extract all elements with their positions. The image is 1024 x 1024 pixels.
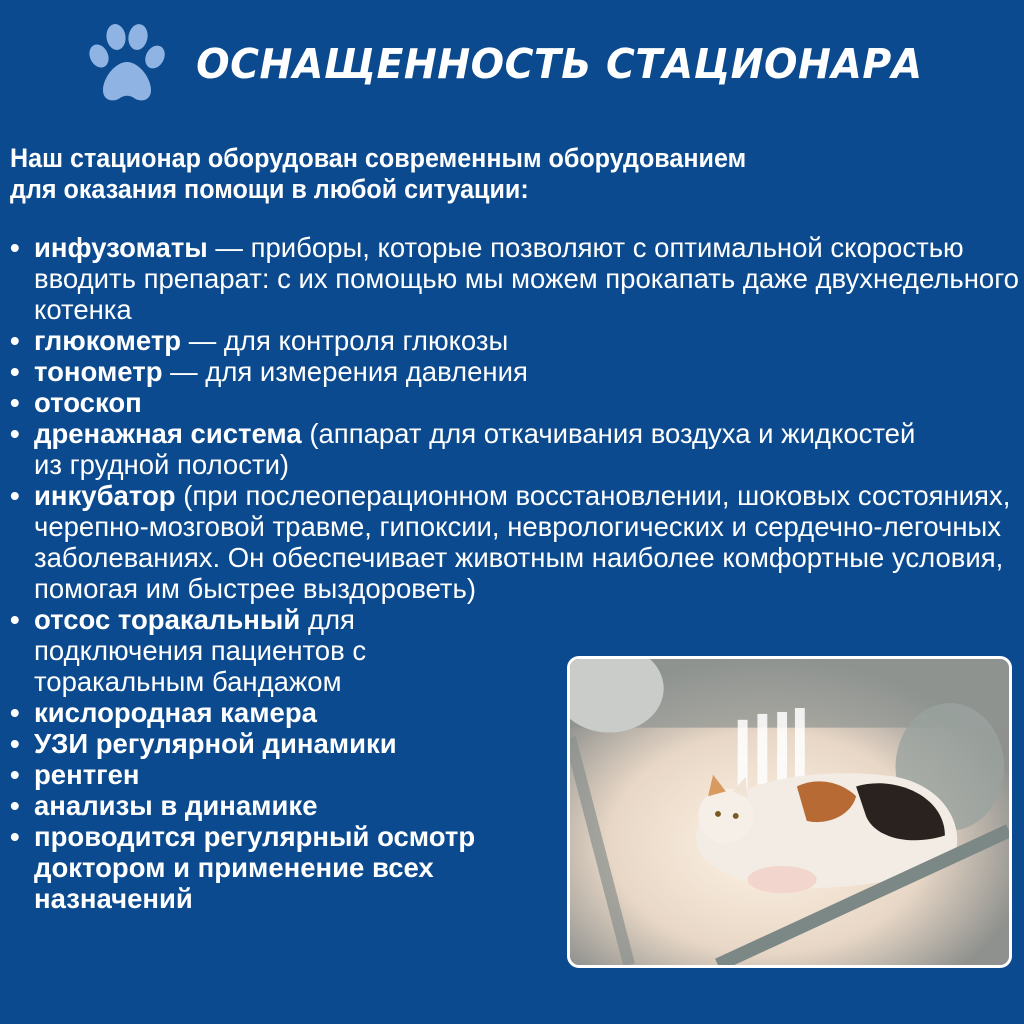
bullet: •	[10, 325, 20, 356]
header	[0, 14, 1024, 114]
item-desc: — для контроля глюкозы	[181, 325, 509, 356]
intro-line-1: Наш стационар оборудован современным оборудованием	[10, 143, 747, 173]
item-title: УЗИ регулярной динамики	[34, 728, 397, 759]
list-item-tonometer	[10, 356, 1020, 387]
bullet: •	[10, 480, 20, 511]
item-title: кислородная камера	[34, 697, 317, 728]
item-desc: для подключения пациентов с торакальным бандажом	[34, 604, 367, 697]
list-item-incubator	[10, 480, 1020, 604]
intro-text	[10, 143, 940, 205]
list-item-glucometer	[10, 325, 1020, 356]
item-title: отсос торакальный	[34, 604, 301, 635]
page-title: ОСНАЩЕННОСТЬ СТАЦИОНАРА	[195, 40, 923, 88]
item-title: глюкометр	[34, 325, 182, 356]
list-item-infusomats	[10, 232, 1020, 325]
item-desc: (аппарат для откачивания воздуха и жидкостей из грудной полости)	[34, 418, 916, 480]
item-title: тонометр	[34, 356, 163, 387]
paw-icon	[87, 22, 167, 106]
bullet: •	[10, 759, 20, 790]
intro-line-2: для оказания помощи в любой ситуации:	[10, 174, 529, 204]
item-desc: (при послеоперационном восстановлении, шоковых состояниях, черепно-мозговой травме, гипоксии, неврологических и сердечно-легочных заболеваниях. Он обеспечивает животным наиболее комфортные условия, помогая им быстрее выздороветь)	[34, 480, 1011, 604]
list-item-drainage	[10, 418, 1020, 480]
bullet: •	[10, 821, 20, 852]
list-item-otoscope	[10, 387, 1020, 418]
bullet: •	[10, 418, 20, 449]
item-title: проводится регулярный осмотр доктором и применение всех назначений	[34, 821, 476, 914]
item-title: инкубатор	[34, 480, 176, 511]
bullet: •	[10, 356, 20, 387]
item-title: рентген	[34, 759, 140, 790]
bullet: •	[10, 790, 20, 821]
cat-incubator-photo	[567, 656, 1012, 968]
item-desc: — приборы, которые позволяют с оптимальной скоростью вводить препарат: с их помощью мы можем прокапать даже двухнедельного котенка	[34, 232, 1019, 325]
bullet: •	[10, 232, 20, 263]
bullet: •	[10, 728, 20, 759]
bullet: •	[10, 387, 20, 418]
item-title: анализы в динамике	[34, 790, 318, 821]
bullet: •	[10, 697, 20, 728]
item-title: инфузоматы	[34, 232, 208, 263]
photo-illustration	[570, 659, 1009, 965]
item-title: дренажная система	[34, 418, 302, 449]
item-desc: — для измерения давления	[162, 356, 528, 387]
bullet: •	[10, 604, 20, 635]
item-title: отоскоп	[34, 387, 142, 418]
